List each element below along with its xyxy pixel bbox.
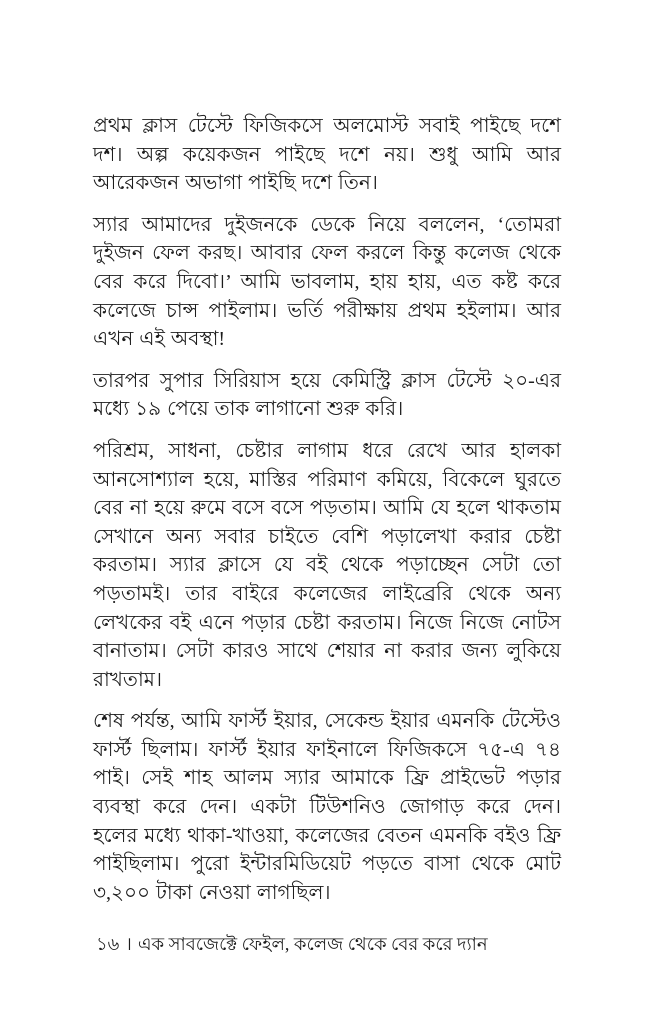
page-number: ১৬: [96, 934, 120, 954]
paragraph: স্যার আমাদের দুইজনকে ডেকে নিয়ে বললেন, ‘তোমরা দুইজন ফেল করছ। আবার ফেল করলে কিন্তু কলেজ থেকে বের করে দিবো।’ আমি ভাবলাম, হায় হায়, এত কষ্ট করে কলেজে চান্স পাইলাম। ভর্তি পরীক্ষায় প্রথম হইলাম। আর এখন এই অবস্থা!: [93, 213, 561, 351]
paragraph: শেষ পর্যন্ত, আমি ফার্স্ট ইয়ার, সেকেন্ড ইয়ার এমনকি টেস্টেও ফার্স্ট ছিলাম। ফার্স্ট ইয়ার ফাইনালে ফিজিকসে ৭৫-এ ৭৪ পাই। সেই শাহ আলম স্যার আমাকে ফ্রি প্রাইভেট পড়ার ব্যবস্থা করে দেন। একটা টিউশনিও জোগাড় করে দেন। হলের মধ্যে থাকা-খাওয়া, কলেজের বেতন এমনকি বইও ফ্রি পাইছিলাম। পুরো ইন্টারমিডিয়েট পড়তে বাসা থেকে মোট ৩,২০০ টাকা নেওয়া লাগছিল।: [93, 710, 561, 904]
body-text-block: [93, 112, 561, 907]
footer-separator: ।: [125, 934, 132, 954]
page-footer: [96, 931, 566, 957]
paragraph: তারপর সুপার সিরিয়াস হয়ে কেমিস্ট্রি ক্লাস টেস্টে ২০-এর মধ্যে ১৯ পেয়ে তাক লাগানো শুরু করি।: [93, 369, 561, 421]
chapter-title: এক সাবজেক্টে ফেইল, কলেজ থেকে বের করে দ্যান: [137, 934, 488, 954]
paragraph: প্রথম ক্লাস টেস্টে ফিজিকসে অলমোস্ট সবাই পাইছে দশে দশ। অল্প কয়েকজন পাইছে দশে নয়। শুধু আমি আর আরেকজন অভাগা পাইছি দশে তিন।: [93, 115, 561, 195]
paragraph: পরিশ্রম, সাধনা, চেষ্টার লাগাম ধরে রেখে আর হালকা আনসোশ্যাল হয়ে, মাস্তির পরিমাণ কমিয়ে, বিকেলে ঘুরতে বের না হয়ে রুমে বসে বসে পড়তাম। আমি যে হলে থাকতাম সেখানে অন্য সবার চাইতে বেশি পড়ালেখা করার চেষ্টা করতাম। স্যার ক্লাসে যে বই থেকে পড়াচ্ছেন সেটা তো পড়তামই। তার বাইরে কলেজের লাইব্রেরি থেকে অন্য লেখকের বই এনে পড়ার চেষ্টা করতাম। নিজে নিজে নোটস বানাতাম। সেটা কারও সাথে শেয়ার না করার জন্য লুকিয়ে রাখতাম।: [93, 439, 561, 691]
